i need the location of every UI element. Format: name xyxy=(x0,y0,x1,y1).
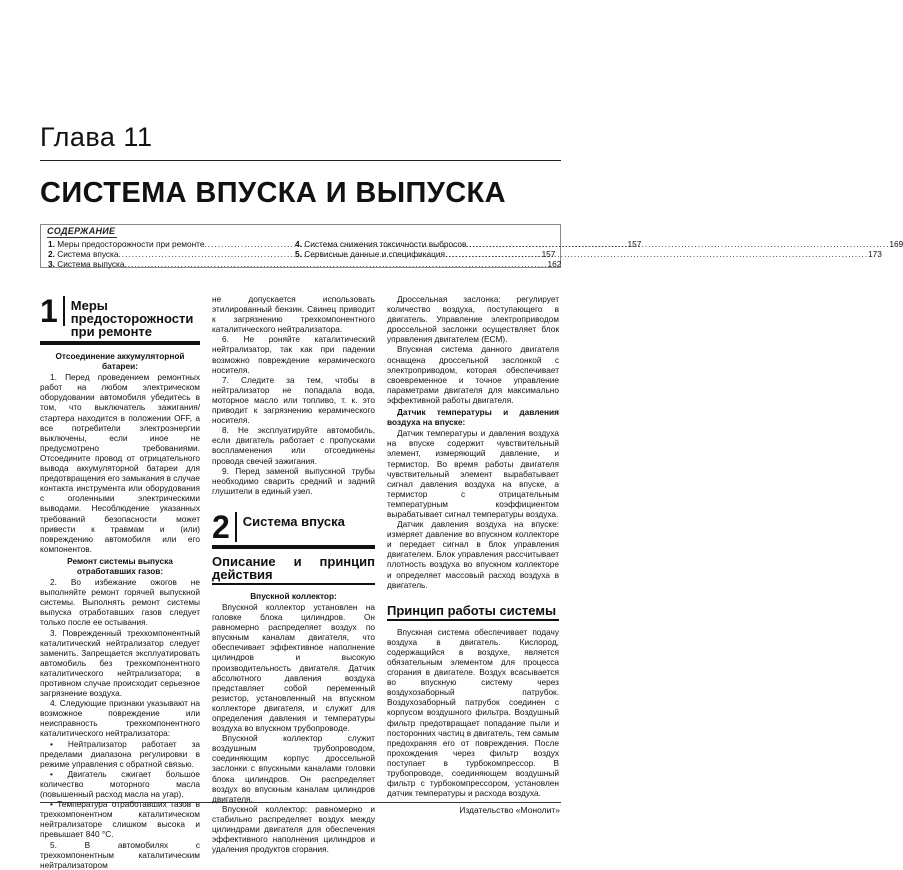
paragraph: Впускная система данного двигателя оснащена дроссельной заслонкой с электроприводом, которая обеспечивает своевременное и точное управление параметрами двигателя для максимально эффективной работы двигателя. xyxy=(387,344,559,405)
text-column-2 xyxy=(212,294,375,854)
section-bar xyxy=(40,341,200,345)
bullet-item: • Двигатель сжигает большое количество моторного масла (повышенный расход масла на угар). xyxy=(40,768,200,800)
subheading: Датчик температуры и давления воздуха на впуске: xyxy=(387,407,559,428)
paragraph: Дроссельная заслонка: регулирует количество воздуха, поступающего в двигатель. Управление электроприводом дроссельной заслонки осуществляет блок управления двигателем (ECM). xyxy=(387,294,559,345)
paragraph: Датчик температуры и давления воздуха на впуске содержит чувствительный элемент, измеряющий давление, и термистор. Во время работы двигателя чувствительный элемент вырабатывает сигнал давления воздуха на впуске, а термистор с отрицательным температурным коэффициентом вырабатывает сигнал температуры воздуха. xyxy=(387,428,559,519)
section-number: 1 xyxy=(40,296,65,326)
paragraph: Впускной коллектор установлен на головке блока цилиндров. Он равномерно распределяет воздух по впускным каналам двигателя, что обеспечивает эффективное наполнение цилиндров и высокую производительность двигателя. Датчик абсолютного давления воздуха представляет собой переменный резистор, установленный на впускном коллекторе двигателя, и служит для определения давления и температуры воздуха во впускном трубопроводе. xyxy=(212,601,375,734)
subheading: Отсоединение аккумуляторной батареи: xyxy=(55,351,185,372)
text-column-3 xyxy=(387,294,559,798)
bullet-item: • Температура отработавших газов в трехкомпонентном каталитическом нейтрализаторе слишком высока и превышает 840 °С. xyxy=(40,799,200,840)
text-column-1 xyxy=(40,294,200,870)
section-2-heading xyxy=(212,508,375,545)
page-title: СИСТЕМА ВПУСКА И ВЫПУСКА xyxy=(40,177,506,209)
subheading: Ремонт системы выпуска отработавших газов: xyxy=(67,555,173,576)
paragraph: 4. Следующие признаки указывают на возможное повреждение или неисправность трехкомпонентного каталитического нейтрализатора: xyxy=(40,698,200,739)
paragraph: 8. Не эксплуатируйте автомобиль, если двигатель работает с пропусками воспламенения или отсоединены провода свечей зажигания. xyxy=(212,425,375,466)
paragraph: не допускается использовать этилированный бензин. Свинец приводит к загрязнению трехкомпонентного каталитического нейтрализатора. xyxy=(212,294,375,335)
toc-item[interactable]: 1. Меры предосторожности при ремонте ..... 157 xyxy=(48,240,288,250)
paragraph: 7. Следите за тем, чтобы в нейтрализатор не попадала вода, моторное масло или топливо, т. к. это приводит к загрязнению керамического носителя. xyxy=(212,374,375,426)
toc-item[interactable]: 4. Система снижения токсичности выбросов ..... 169 xyxy=(295,240,530,250)
section-title: Система впуска xyxy=(242,513,345,529)
subsection-bar xyxy=(387,619,559,621)
toc-item[interactable]: 5. Сервисные данные и спецификация ..... 173 xyxy=(295,250,530,260)
section-number: 2 xyxy=(212,512,237,542)
subsection-bar xyxy=(212,583,375,585)
subheading: Впускной коллектор: xyxy=(250,590,337,601)
paragraph: 5. В автомобилях с трехкомпонентным каталитическим нейтрализатором xyxy=(40,839,200,870)
publisher-credit: Издательство «Монолит» xyxy=(459,805,560,815)
paragraph: Датчик давления воздуха на впуске: измеряет давление во впускном коллекторе и передает сигнал в блок управления двигателем. Блок управления рассчитывает плотность воздуха во впускном коллекторе и определяет массовый расход воздуха в двигатель. xyxy=(387,519,559,590)
paragraph: 9. Перед заменой выпускной трубы необходимо сварить средний и задний глушители в единый узел. xyxy=(212,465,375,496)
footer-rule xyxy=(40,802,561,803)
paragraph: 1. Перед проведением ремонтных работ на любом электрическом оборудовании автомобиля убедитесь в том, что выключатель зажигания/стартера находится в положении OFF, а все потребители электроэнергии выключены, если иное не предусмотрено требованиями. Отсоедините провод от отрицательного вывода аккумуляторной батареи для предотвращения его замыкания в случае контакта инструмента или оборудования с оголенными электрическими выводами. Несоблюдение указанных требований безопасности может привести к травмам и (или) повреждению автомобиля или его компонентов. xyxy=(40,372,200,554)
chapter-rule xyxy=(40,160,561,161)
section-1-heading xyxy=(40,293,200,339)
subsection-title: Описание и принцип действия xyxy=(212,553,375,582)
paragraph: 3. Поврежденный трехкомпонентный каталитический нейтрализатор следует заменить. Запрещается эксплуатировать автомобиль без трехкомпонентного каталитического нейтрализатора; в противном случае происходит серьезное загрязнение воздуха. xyxy=(40,627,200,699)
paragraph: Впускной коллектор: равномерно и стабильно распределяет воздух между цилиндрами двигателя для обеспечения эффективного наполнения цилиндров и удаления продуктов сгорания. xyxy=(212,803,375,855)
paragraph: 2. Во избежание ожогов не выполняйте ремонт горячей выпускной системы. Выполнять ремонт системы выпуска отработавших газов следует только после ее остывания. xyxy=(40,577,200,628)
toc-label: СОДЕРЖАНИЕ xyxy=(47,226,116,236)
section-bar xyxy=(212,545,375,549)
toc-item[interactable]: 3. Система выпуска ..... 162 xyxy=(48,260,288,270)
bullet-item: • Нейтрализатор работает за пределами диапазона регулировки в режиме управления с обратной связью. xyxy=(40,738,200,769)
subsection-title: Принцип работы системы xyxy=(387,602,557,618)
chapter-label: Глава 11 xyxy=(40,122,153,152)
toc-underline xyxy=(47,237,117,238)
paragraph: Впускной коллектор служит воздушным трубопроводом, соединяющим корпус дроссельной заслонки с впускными каналами головки блока цилиндров. Он распределяет воздух во впускным каналам цилиндров двигателя. xyxy=(212,733,375,804)
toc-item[interactable]: 2. Система впуска ..... 157 xyxy=(48,250,288,260)
section-title: Меры предосторожности при ремонте xyxy=(70,298,194,339)
paragraph: 6. Не роняйте каталитический нейтрализатор, так как при падении возможно повреждение керамического носителя. xyxy=(212,334,375,375)
paragraph: Впускная система обеспечивает подачу воздуха в двигатель. Кислород, содержащийся в воздухе, является обязательным элементом для процесса сгорания в двигателе. Воздух всасывается во впускную систему через воздухозаборный патрубок. Воздухозаборный патрубок соединен с корпусом воздушного фильтра. Воздушный фильтр предотвращает попадание пыли и посторонних частиц в двигатель, тем самым предохраняя его от повреждения. После прохождения через фильтр воздух поступает в турбокомпрессор. В трубопроводе, соединяющем воздушный фильтр с турбокомпрессором, установлен датчик температуры и расхода воздуха. xyxy=(387,626,559,799)
